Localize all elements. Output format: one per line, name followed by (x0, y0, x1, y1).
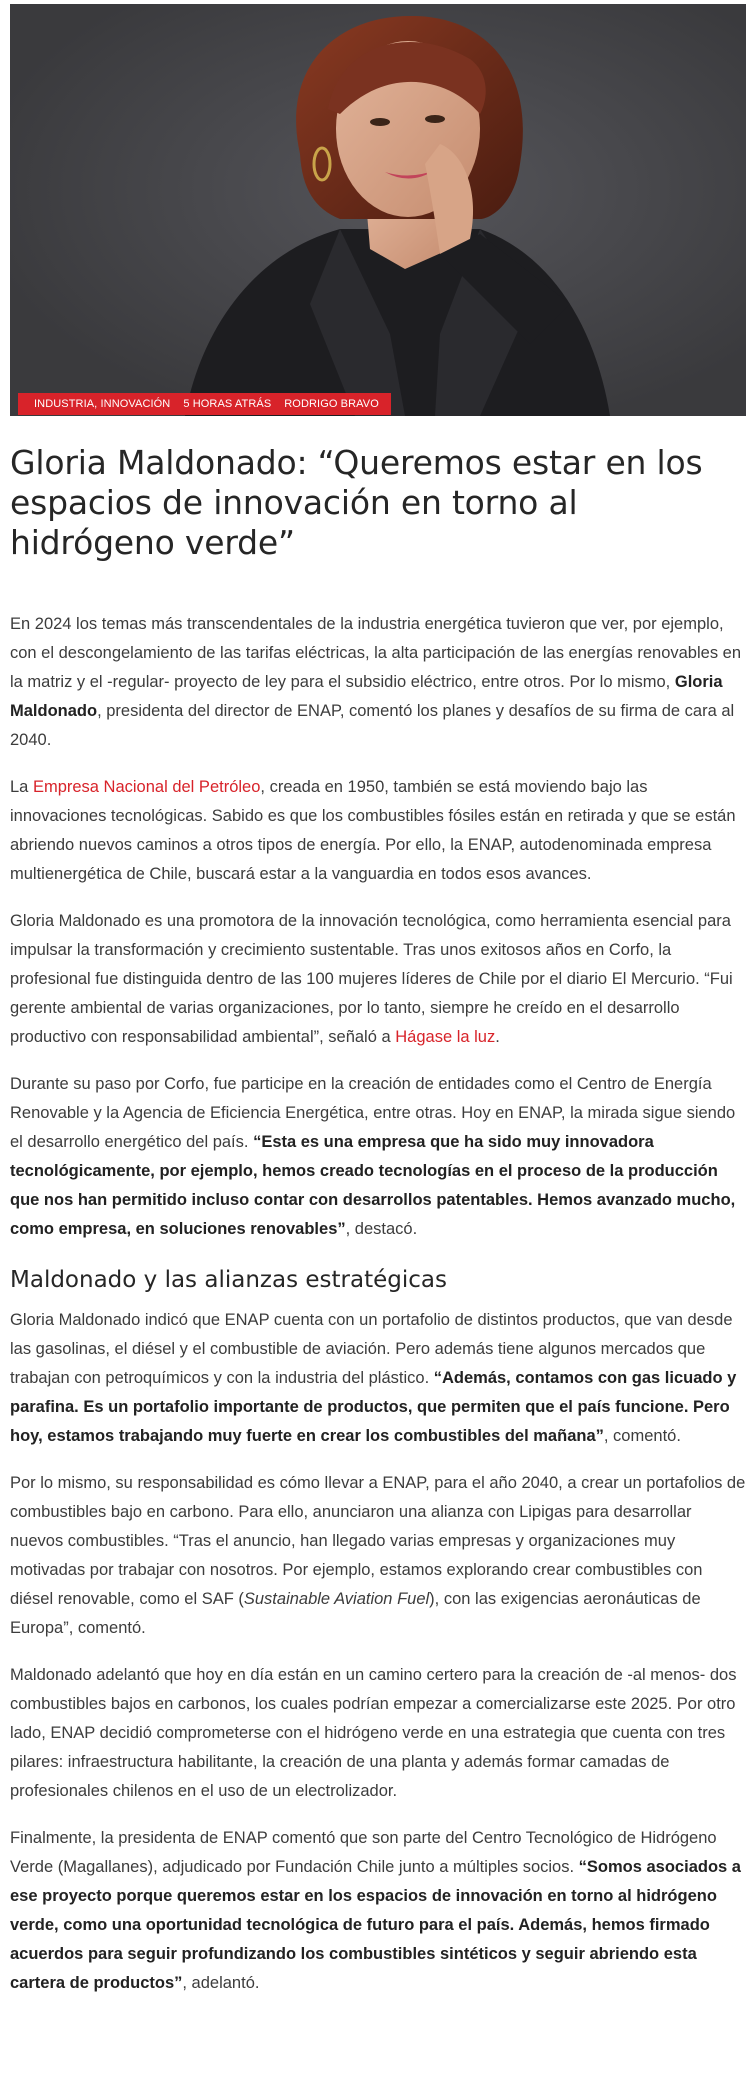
bold-quote: “Además, contamos con gas licuado y parafina. Es un portafolio importante de productos, que permiten que el país funcione. Pero hoy, estamos trabajando muy fuerte en crear los combustibles del mañana” (10, 1369, 737, 1445)
article-author[interactable]: RODRIGO BRAVO (284, 398, 379, 410)
bold-name: Gloria Maldonado (10, 673, 723, 720)
paragraph-4: Durante su paso por Corfo, fue participe en la creación de entidades como el Centro de Energía Renovable y la Agencia de Eficiencia Energética, entre otras. Hoy en ENAP, la mirada sigue siendo el desarrollo energético del país. “Esta es una empresa que ha sido muy innovadora tecnológicamente, por ejemplo, hemos creado tecnologías en el proceso de la producción que nos han permitido incluso contar con desarrollos patentables. Hemos avanzado mucho, como empresa, en soluciones renovables”, destacó. (10, 1075, 736, 1238)
link-enap[interactable]: Empresa Nacional del Petróleo (32, 778, 261, 796)
paragraph-6: Por lo mismo, su responsabilidad es cómo llevar a ENAP, para el año 2040, a crear un portafolios de combustibles bajo en carbono. Para ello, anunciaron una alianza con Lipigas para desarrollar nuevos combustibles. “Tras el anuncio, han llegado varias empresas y organizaciones muy motivadas por trabajar con nosotros. Por ejemplo, estamos explorando crear combustibles con diésel renovable, como el SAF (Sustainable Aviation Fuel), con las exigencias aeronáuticas de Europa”, comentó. (10, 1474, 746, 1637)
article-meta-bar (18, 393, 391, 415)
paragraph-3: Gloria Maldonado es una promotora de la innovación tecnológica, como herramienta esencial para impulsar la transformación y crecimiento sustentable. Tras unos exitosos años en Corfo, la profesional fue distinguida dentro de las 100 mujeres líderes de Chile por el diario El Mercurio. “Fui gerente ambiental de varias organizaciones, por lo tanto, siempre he creído en el desarrollo productivo con responsabilidad ambiental”, señaló a Hágase la luz. (10, 912, 733, 1046)
section-heading: Maldonado y las alianzas estratégicas (10, 1267, 447, 1293)
paragraph-1: En 2024 los temas más transcendentales de la industria energética tuvieron que ver, por ejemplo, con el descongelamiento de las tarifas eléctricas, la alta participación de las energías renovables en la matriz y el -regular- proyecto de ley para el subsidio eléctrico, entre otros. Por lo mismo, Gloria Maldonado, presidenta del director de ENAP, comentó los planes y desafíos de su firma de cara al 2040. (10, 615, 742, 749)
paragraph-5: Gloria Maldonado indicó que ENAP cuenta con un portafolio de distintos productos, que van desde las gasolinas, el diésel y el combustible de aviación. Pero además tiene algunos mercados que trabajan con petroquímicos y con la industria del plástico. “Además, contamos con gas licuado y parafina. Es un portafolio importante de productos, que permiten que el país funcione. Pero hoy, estamos trabajando muy fuerte en crear los combustibles del mañana”, comentó. (10, 1311, 737, 1445)
bold-quote: “Esta es una empresa que ha sido muy innovadora tecnológicamente, por ejemplo, hemos creado tecnologías en el proceso de la producción que nos han permitido incluso contar con desarrollos patentables. Hemos avanzado mucho, como empresa, en soluciones renovables” (10, 1133, 736, 1238)
paragraph-7: Maldonado adelantó que hoy en día están en un camino certero para la creación de -al menos- dos combustibles bajos en carbonos, los cuales podrían empezar a comercializarse este 2025. Por otro lado, ENAP decidió comprometerse con el hidrógeno verde en una estrategia que cuenta con tres pilares: infraestructura habilitante, la creación de una planta y además formar camadas de profesionales chilenos en el uso de un electrolizador. (10, 1666, 737, 1800)
article-time: 5 HORAS ATRÁS (183, 398, 272, 410)
hero-image (10, 4, 746, 416)
link-hagase-la-luz[interactable]: Hágase la luz (395, 1028, 496, 1046)
article-categories[interactable]: INDUSTRIA, INNOVACIÓN (34, 398, 171, 410)
italic-term: Sustainable Aviation Fuel (243, 1590, 430, 1608)
portrait-illustration (10, 4, 746, 416)
article-body (10, 610, 748, 2016)
bold-quote: “Somos asociados a ese proyecto porque queremos estar en los espacios de innovación en torno al hidrógeno verde, como una oportunidad tecnológica de futuro para el país. Además, hemos firmado acuerdos para seguir profundizando los combustibles sintéticos y seguir abriendo esta cartera de productos” (10, 1858, 741, 1992)
article-title: Gloria Maldonado: “Queremos estar en los espacios de innovación en torno al hidrógeno verde” (10, 443, 703, 562)
paragraph-8: Finalmente, la presidenta de ENAP comentó que son parte del Centro Tecnológico de Hidrógeno Verde (Magallanes), adjudicado por Fundación Chile junto a múltiples socios. “Somos asociados a ese proyecto porque queremos estar en los espacios de innovación en torno al hidrógeno verde, como una oportunidad tecnológica de futuro para el país. Además, hemos firmado acuerdos para seguir profundizando los combustibles sintéticos y seguir abriendo esta cartera de productos”, adelantó. (10, 1829, 741, 1992)
paragraph-2: La Empresa Nacional del Petróleo, creada en 1950, también se está moviendo bajo las innovaciones tecnológicas. Sabido es que los combustibles fósiles están en retirada y que se están abriendo nuevos caminos a otros tipos de energía. Por ello, la ENAP, autodenominada empresa multienergética de Chile, buscará estar a la vanguardia en todos esos avances. (10, 778, 736, 883)
